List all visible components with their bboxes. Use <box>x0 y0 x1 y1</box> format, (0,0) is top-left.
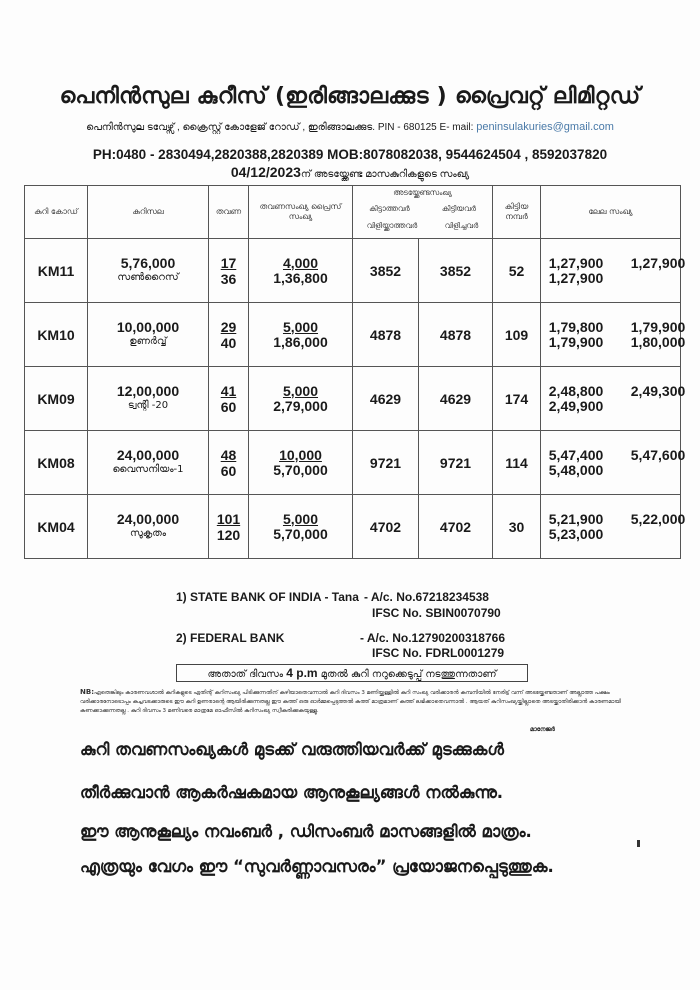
received-amount: 3852 <box>419 239 493 303</box>
draw-number: 109 <box>493 303 541 367</box>
draw-number: 30 <box>493 495 541 559</box>
auction-value: 1,79,900 <box>630 318 686 335</box>
table-header-row <box>25 186 681 239</box>
auction-value: 5,47,600 <box>630 446 686 463</box>
auction-cell <box>541 303 686 367</box>
auction-value: 5,48,000 <box>548 461 604 478</box>
auction-cell <box>541 239 686 303</box>
kuri-table <box>24 185 686 559</box>
inst-amount-cell <box>249 367 353 431</box>
kuri-code: KM04 <box>25 495 88 559</box>
nb-label: NB: <box>80 688 94 696</box>
auction-value: 1,27,900 <box>630 254 686 271</box>
installment-cell <box>209 303 249 367</box>
auction-value: 1,80,000 <box>630 333 686 350</box>
bank-2-label: 2) FEDERAL BANK <box>176 631 285 645</box>
kuri-code: KM10 <box>25 303 88 367</box>
not-received-amount: 3852 <box>353 239 419 303</box>
auction-value: 1,79,900 <box>548 333 604 350</box>
kuri-code: KM09 <box>25 367 88 431</box>
installment-total: 120 <box>216 526 241 543</box>
installment-current: 41 <box>220 382 237 399</box>
draw-number: 174 <box>493 367 541 431</box>
kuri-amount-cell <box>88 303 209 367</box>
notice-pre: അതാത് ദിവസം <box>207 669 287 680</box>
kuri-amount: 5,76,000 <box>120 255 176 271</box>
auction-value: 5,23,000 <box>548 525 604 542</box>
received-amount: 4702 <box>419 495 493 559</box>
inst-amount-cell <box>249 495 353 559</box>
header-number: കിട്ടിയ നമ്പർ <box>493 186 541 239</box>
header-kuri: കുറിസല <box>88 186 209 239</box>
auction-value: 5,21,900 <box>548 510 604 527</box>
kuri-amount-cell <box>88 367 209 431</box>
prize-amount: 2,79,000 <box>273 397 328 414</box>
auction-cell <box>541 367 686 431</box>
prize-amount: 5,70,000 <box>273 461 328 478</box>
scheme-name: സുകൃതം <box>129 528 167 539</box>
received-amount: 4629 <box>419 367 493 431</box>
installment-cell <box>209 431 249 495</box>
draw-number: 52 <box>493 239 541 303</box>
due-date: 04/12/2023 <box>230 164 301 180</box>
promo-line-2: തീർക്കുവാൻ ആകർഷകമായ ആനുകൂല്യങ്ങൾ നൽകുന്നു. <box>80 783 504 802</box>
auction-cell <box>541 495 686 559</box>
auction-value: 2,48,800 <box>548 382 604 399</box>
auction-value: 1,27,900 <box>548 254 604 271</box>
header-payable-title: അടയ്ക്കേണ്ടസംഖ്യ <box>393 188 452 197</box>
auction-value: 5,47,400 <box>548 446 604 463</box>
installment-amount: 4,000 <box>282 254 319 271</box>
header-not-received: കിട്ടാത്തവർ <box>369 204 410 213</box>
installment-amount: 5,000 <box>282 510 319 527</box>
date-line <box>0 164 700 180</box>
notice-time: 4 p.m <box>286 666 318 680</box>
auction-value: 1,27,900 <box>548 269 604 286</box>
inst-amount-cell <box>249 431 353 495</box>
nb-note <box>80 688 660 716</box>
bank-1-label: 1) STATE BANK OF INDIA - Tana <box>176 590 359 604</box>
scheme-name: സൺറൈസ് <box>117 272 179 283</box>
header-installment: തവണ <box>209 186 249 239</box>
address-text: പെനിൻസുല ടവേഴ്സ് , ക്രൈസ്റ്റ് കോളേജ് റോഡ് , ഇരിങ്ങാലക്കുട. PIN - 680125 E- mail: <box>86 122 477 133</box>
table-row <box>25 303 681 367</box>
inst-amount-cell <box>249 303 353 367</box>
promo-line-3: ഈ ആനുകൂല്യം നവംബർ , ഡിസംബർ മാസങ്ങളിൽ മാത്രം. <box>80 822 532 841</box>
prize-amount: 5,70,000 <box>273 525 328 542</box>
installment-amount: 5,000 <box>282 382 319 399</box>
kuri-amount-cell <box>88 239 209 303</box>
header-auction: ലേല സംഖ്യ <box>541 186 681 239</box>
auction-cell <box>541 431 686 495</box>
date-caption: ന് അടയ്ക്കേണ്ട മാസകുറികളുടെ സംഖ്യ <box>300 169 470 180</box>
prize-amount: 1,36,800 <box>273 269 328 286</box>
installment-current: 29 <box>220 318 237 335</box>
installment-amount: 10,000 <box>279 446 322 463</box>
draw-number: 114 <box>493 431 541 495</box>
draw-time-notice <box>176 664 528 682</box>
nb-text: ഏതെങ്കിലും കാരണവശാൽ കുറികളുടെ ഏതിന്റ് കുറിസംഖ്യ പിടിക്കുന്നതിന് കഴിയാതെവന്നാൽ കുറി ദിവസം 3 മണിയ്ക്കുള്ളിൽ കുറി സംഖ്യ വരിക്കാരൻ കമ്പനിയിൽ നേരിട്ട് വന്ന് അടയ്ക്കേണ്ടതാണ് അല്ലാത്ത പക്ഷം വരിക്കാരനോടൊപ്പം കച്ചവടക്കാരുടെ ഈ കുറി ഉണരാന്റെ ആയിരിക്കുന്നതല്ല ഈ കത്ത് ഒരു ഓർമ്മപ്പെടുത്തൽ കത്ത് മാത്രമാണ് കത്ത് ലഭിക്കാതെവന്നാൽ . ആയത് കുറിസംഖ്യയ്ക്കില്ലാതെ അടയ്ക്കാതിരിക്കാൻ കാരണമായി കണക്കാക്കുന്നതല്ല . കുറി ദിവസം 3 മണിവരെ മാത്രമേ ഓഫീസിൽ കുറിസംഖ്യ സ്വീകരിക്കുകയുള്ളൂ. <box>80 690 622 714</box>
installment-total: 60 <box>220 398 237 415</box>
auction-value: 5,22,000 <box>630 510 686 527</box>
promo-line-4: എത്രയും വേഗം ഈ “സുവർണ്ണാവസരം” പ്രയോജനപ്പെടുത്തുക. <box>80 857 554 876</box>
not-received-amount: 4629 <box>353 367 419 431</box>
not-received-amount: 4878 <box>353 303 419 367</box>
bank-1-ifsc: IFSC No. SBIN0070790 <box>372 606 501 620</box>
header-code: കുറി കോഡ് <box>25 186 88 239</box>
kuri-amount: 24,00,000 <box>116 511 180 527</box>
table-row <box>25 239 681 303</box>
installment-total: 40 <box>220 334 237 351</box>
table-row <box>25 367 681 431</box>
bank-2-account: - A/c. No.12790200318766 <box>360 631 505 645</box>
company-title: പെനിൻസുല കുറീസ് (ഇരിങ്ങാലക്കുട ) പ്രൈവറ്റ് ലിമിറ്റഡ് <box>59 84 641 109</box>
table-row <box>25 431 681 495</box>
not-received-amount: 4702 <box>353 495 419 559</box>
auction-value: 2,49,900 <box>548 397 604 414</box>
installment-current: 101 <box>216 510 241 527</box>
phone-numbers: PH:0480 - 2830494,2820388,2820389 MOB:8078082038, 9544624504 , 8592037820 <box>92 147 608 162</box>
auction-value: 2,49,300 <box>630 382 686 399</box>
company-address <box>0 121 700 133</box>
email-link[interactable]: peninsulakuries@gmail.com <box>476 121 614 133</box>
received-amount: 9721 <box>419 431 493 495</box>
bank-2-ifsc: IFSC No. FDRL0001279 <box>372 646 505 660</box>
kuri-code: KM08 <box>25 431 88 495</box>
notice-post: മുതൽ കുറി നറുക്കെടുപ്പ് നടത്തുന്നതാണ് <box>317 669 497 680</box>
kuri-amount: 10,00,000 <box>116 319 180 335</box>
header-inst-amount: തവണസംഖ്യ പ്രൈസ് സംഖ്യ <box>249 186 353 239</box>
installment-amount: 5,000 <box>282 318 319 335</box>
kuri-amount-cell <box>88 495 209 559</box>
header-bid: വിളിച്ചവർ <box>444 221 479 230</box>
header-not-bid: വിളിയ്ക്കാത്തവർ <box>366 221 418 230</box>
auction-values <box>541 446 686 478</box>
inst-amount-cell <box>249 239 353 303</box>
pen-mark <box>637 840 640 847</box>
installment-current: 48 <box>220 446 237 463</box>
scheme-name: ഉണർവ്വ് <box>129 336 167 347</box>
kuri-code: KM11 <box>25 239 88 303</box>
kuri-amount-cell <box>88 431 209 495</box>
not-received-amount: 9721 <box>353 431 419 495</box>
received-amount: 4878 <box>419 303 493 367</box>
scheme-name: ട്വന്റി -20 <box>127 400 169 411</box>
manager-signature: മാനേജർ <box>530 726 555 733</box>
promo-line-1: കുറി തവണസംഖ്യകൾ മുടക്ക് വരുത്തിയവർക്ക് മുടക്കുകൾ <box>80 740 504 759</box>
auction-values <box>541 510 686 542</box>
auction-values <box>541 318 686 350</box>
installment-current: 17 <box>220 254 237 271</box>
bank-1-account: - A/c. No.67218234538 <box>364 590 489 604</box>
header-payable <box>353 186 493 239</box>
prize-amount: 1,86,000 <box>273 333 328 350</box>
auction-values <box>541 254 686 286</box>
installment-total: 36 <box>220 270 237 287</box>
auction-values <box>541 382 686 414</box>
kuri-amount: 24,00,000 <box>116 447 180 463</box>
table-row <box>25 495 681 559</box>
auction-value: 1,79,800 <box>548 318 604 335</box>
installment-cell <box>209 239 249 303</box>
header-received: കിട്ടിയവർ <box>441 204 476 213</box>
installment-cell <box>209 367 249 431</box>
scheme-name: വൈസനിയം-1 <box>112 464 184 475</box>
installment-total: 60 <box>220 462 237 479</box>
installment-cell <box>209 495 249 559</box>
kuri-amount: 12,00,000 <box>116 383 180 399</box>
